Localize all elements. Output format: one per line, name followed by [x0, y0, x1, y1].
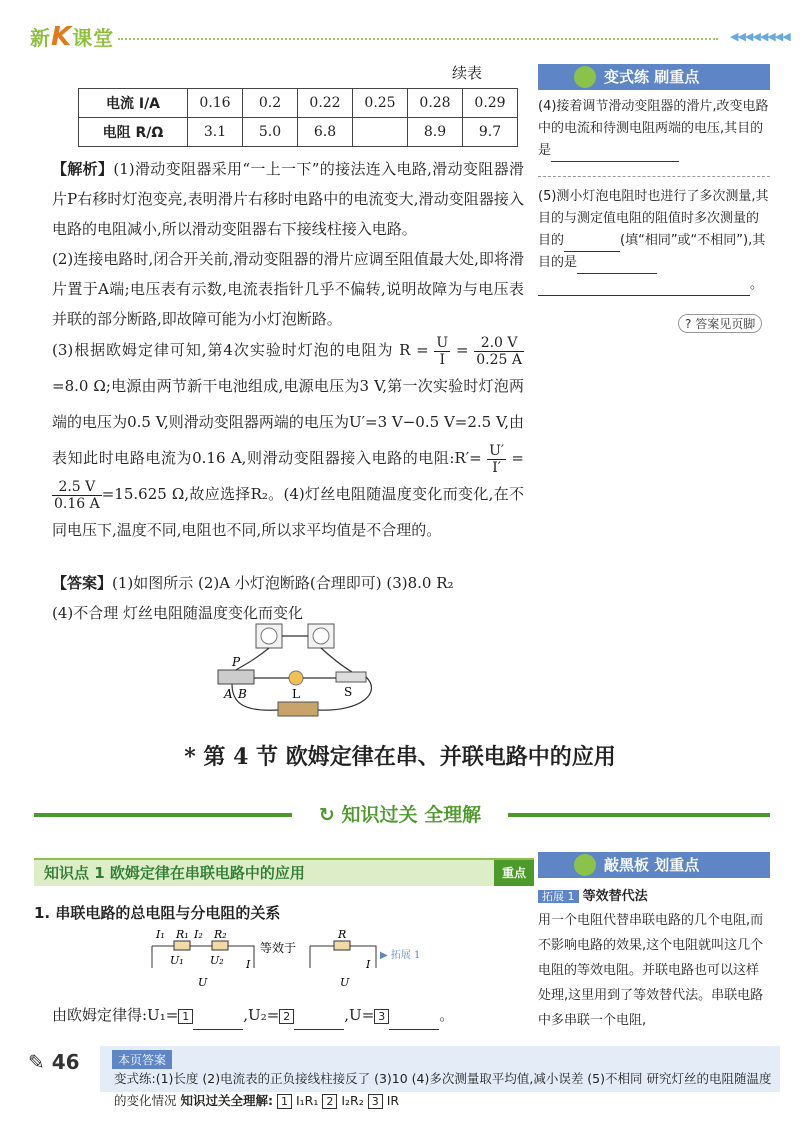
table-cell: 6.8	[298, 118, 353, 147]
table-row	[79, 118, 518, 147]
table-cell: 0.28	[408, 89, 463, 118]
student-icon	[574, 66, 596, 88]
table-cell: 3.1	[188, 118, 243, 147]
answer-blank[interactable]	[538, 295, 750, 296]
knowledge-banner: ↻ 知识过关 全理解	[292, 800, 508, 830]
answer-blank[interactable]	[294, 1029, 344, 1030]
answer-blank[interactable]	[389, 1029, 439, 1030]
table-caption: 续表	[452, 64, 483, 82]
extension-link[interactable]: ▶ 拓展 1	[380, 950, 420, 961]
answer-blank[interactable]	[577, 273, 657, 274]
label-i: I	[246, 958, 251, 971]
rheostat-shape	[218, 670, 254, 684]
fraction-u-prime: $\frac{U'}{I'}$	[489, 442, 505, 476]
table-cell: 0.29	[463, 89, 518, 118]
fraction-values-2: $\frac{2.5 V}{0.16 A}$	[54, 478, 100, 512]
voltmeter-dial	[261, 628, 277, 644]
key-point-badge: 重点	[494, 860, 534, 886]
analysis-part-2: (2)连接电路时,闭合开关前,滑动变阻器的滑片应调至阻值最大处,即将滑片置于A端;电压表有示数,电流表指针几乎不偏转,说明故障为与电压表并联的部分断路,即故障可能为小灯泡断路。	[52, 250, 524, 328]
side-question-5: (5)测小灯泡电阻时也进行了多次测量,其目的与测定值电阻的阻值时多次测量的目的 (填“相同”或“不相同”),其目的是 。	[538, 186, 770, 296]
label-i1: I₁	[156, 928, 165, 941]
header-divider	[118, 38, 718, 40]
student-icon	[574, 854, 596, 876]
side-panel-header-practice: 变式练 刷重点	[538, 64, 770, 90]
answer-blank[interactable]	[193, 1029, 243, 1030]
knowledge-point-header: 知识点 1 欧姆定律在串联电路中的应用 重点	[34, 858, 534, 886]
answer-footer-hint: ? 答案见页脚	[678, 314, 762, 333]
question-icon: ?	[685, 317, 692, 331]
dashed-separator	[538, 176, 770, 177]
header-arrows-icon: ◀◀◀◀◀◀◀◀	[730, 30, 790, 43]
row-header: 电流 I/A	[79, 89, 188, 118]
label-p: P	[232, 655, 241, 669]
swirl-icon: ↻	[318, 804, 335, 826]
analysis-part-3: (3)根据欧姆定律可知,第4次实验时灯泡的电阻为 R = $\frac{U}{I}$ = $\frac{2.0 V}{0.25 A}$ =8.0 Ω;电源由两节新干电池组成,电源电压为3 V,第一次实验时灯泡两端的电压为0.5 V,则滑动变阻器两端的电压为U′=3 V−0.5 V=2.5 V,由表知此时电路电流为0.16 A,则滑动变阻器接入电路的电阻:R′= $\frac{U'}{I'}$ = $\frac{2.5 V}{0.16 A}$ =15.625 Ω,故应选择R₂。(4)灯丝电阻随温度变化而变化,在不同电压下,温度不同,电阻也不同,所以求平均值是不合理的。	[52, 334, 524, 539]
page-answers: 变式练:(1)长度 (2)电流表的正负接线柱接反了 (3)10 (4)多次测量取平均值,减小误差 (5)不相同 研究灯丝的电阻随温度的变化情况 知识过关全理解: 1 I₁R₁ 2 I₂R₂ 3 IR	[114, 1071, 772, 1108]
table-cell: 0.2	[243, 89, 298, 118]
answer-blank[interactable]	[564, 251, 620, 252]
circuit-lines-left	[152, 946, 254, 968]
table-cell: 8.9	[408, 118, 463, 147]
label-u: U	[198, 976, 208, 989]
label-a: A	[224, 687, 233, 701]
subsection-heading: 1. 串联电路的总电阻与分电阻的关系	[34, 904, 281, 922]
resistor-r-shape	[334, 941, 350, 950]
label-b: B	[238, 687, 247, 701]
fraction-u-over-i: $\frac{U}{I}$	[436, 334, 449, 368]
table-cell: 5.0	[243, 118, 298, 147]
brand-logo: 新K课堂	[30, 22, 115, 52]
section-title: * 第 4 节 欧姆定律在串、并联电路中的应用	[184, 744, 616, 770]
page-number: ✎ 46	[28, 1050, 80, 1074]
label-s: S	[344, 685, 353, 699]
table-cell: 9.7	[463, 118, 518, 147]
battery-shape	[278, 702, 318, 716]
page-answers-badge: 本页答案	[112, 1050, 172, 1069]
circuit-photo	[212, 622, 392, 722]
equivalent-label: 等效于	[260, 941, 297, 955]
blank-number: 2	[279, 1009, 294, 1024]
blank-number: 3	[374, 1009, 389, 1024]
label-r1: R₁	[176, 928, 189, 941]
table-cell	[353, 118, 408, 147]
bulb-shape	[289, 671, 303, 685]
table-cell: 0.22	[298, 89, 353, 118]
label-u1: U₁	[170, 954, 184, 967]
banner-line-right	[508, 813, 770, 817]
table-cell: 0.25	[353, 89, 408, 118]
banner-line-left	[34, 813, 292, 817]
side-extension-box: 拓展 1 等效替代法 用一个电阻代替串联电路的几个电阻,而不影响电路的效果,这个电阻就叫这几个电阻的等效电阻。并联电路也可以这样处理,这里用到了等效替代法。串联电路中多串联一个电阻,	[538, 889, 764, 1028]
side-question-4: (4)接着调节滑动变阻器的滑片,改变电路中的电流和待测电阻两端的电压,其目的是	[538, 96, 770, 162]
switch-shape	[336, 672, 366, 682]
row-header: 电阻 R/Ω	[79, 118, 188, 147]
blank-number: 1	[178, 1009, 193, 1024]
resistor-r1-shape	[174, 941, 190, 950]
table-cell: 0.16	[188, 89, 243, 118]
label-i-right: I	[366, 958, 371, 971]
extension-tag: 拓展 1	[538, 890, 579, 903]
label-u2: U₂	[210, 954, 224, 967]
side-panel-header-key: 敲黑板 划重点	[538, 852, 770, 878]
table-row	[79, 89, 518, 118]
fraction-values: $\frac{2.0 V}{0.25 A}$	[476, 334, 522, 368]
resistor-r2-shape	[212, 941, 228, 950]
label-u-right: U	[340, 976, 350, 989]
data-table	[78, 88, 518, 147]
answer-blank[interactable]	[551, 161, 679, 162]
analysis-part-1: 【解析】(1)滑动变阻器采用“一上一下”的接法连入电路,滑动变阻器滑片P右移时灯泡变亮,表明滑片右移时电路中的电流变大,滑动变阻器接入电路的电阻减小,所以滑动变阻器右下接线柱接入电路。	[52, 160, 524, 238]
label-i2: I₂	[194, 928, 203, 941]
ammeter-dial	[313, 628, 329, 644]
ohm-law-line: 由欧姆定律得:U₁= 1 ,U₂= 2 ,U= 3 。	[52, 1000, 524, 1030]
label-r: R	[338, 928, 347, 941]
answer-block: 【答案】(1)如图所示 (2)A 小灯泡断路(合理即可) (3)8.0 R₂ (4)不合理 灯丝电阻随温度变化而变化	[52, 574, 454, 622]
label-l: L	[292, 687, 300, 701]
pen-icon: ✎	[28, 1050, 45, 1074]
label-r2: R₂	[214, 928, 227, 941]
series-circuit-diagram	[150, 928, 420, 994]
